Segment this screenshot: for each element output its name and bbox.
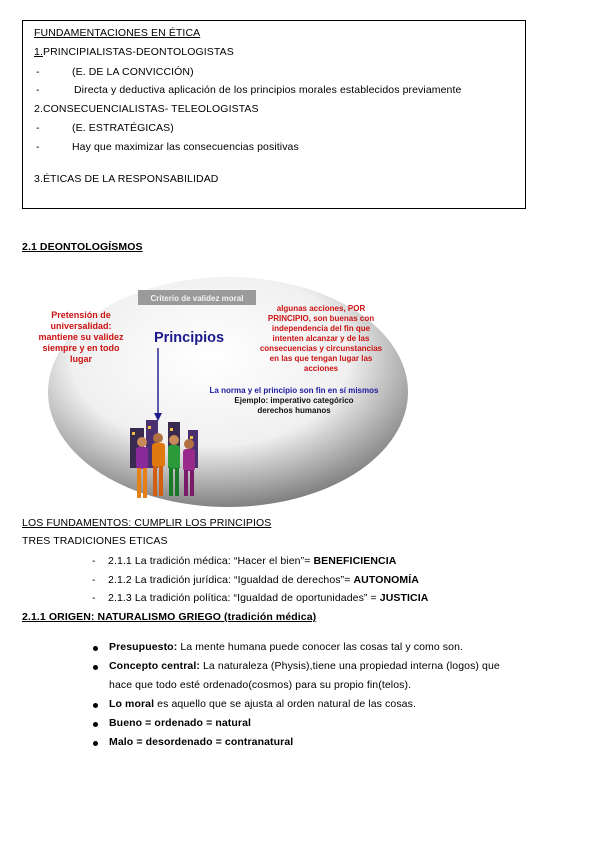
tradicion-text: 2.1.2 La tradición jurídica: “Igualdad de derechos”=: [108, 574, 354, 586]
right-line: independencia del fin que: [271, 324, 371, 333]
tradicion-text: 2.1.1 La tradición médica: “Hacer el bien”=: [108, 555, 314, 567]
origen-heading: 2.1.1 ORIGEN: NATURALISMO GRIEGO (tradición médica): [22, 611, 317, 623]
bullet-bold: Presupuesto:: [109, 641, 178, 653]
trad-dash: -: [92, 592, 96, 604]
box-item-4: Hay que maximizar las consecuencias positivas: [72, 141, 299, 153]
origen-bullet-4: Bueno = ordenado = natural: [109, 717, 252, 729]
origen-bullet-2: [109, 660, 500, 672]
dash-2: -: [36, 84, 40, 96]
bullet-dot: [93, 741, 98, 746]
origen-bullet-2-cont: hace que todo esté ordenado(cosmos) para su propio fin(telos).: [109, 679, 412, 691]
box-line-3: 3.ÉTICAS DE LA RESPONSABILIDAD: [34, 173, 219, 185]
tradicion-item-3: [108, 592, 428, 604]
tres-tradiciones: TRES TRADICIONES ETICAS: [22, 535, 168, 547]
right-line: consecuencias y circunstancias: [259, 344, 383, 353]
fundamentos-heading: LOS FUNDAMENTOS: CUMPLIR LOS PRINCIPIOS: [22, 517, 272, 529]
bullet-text: La naturaleza (Physis),tiene una propiedad interna (logos) que: [199, 660, 500, 672]
bullet-text: es aquello que se ajusta al orden natural de las cosas.: [154, 698, 416, 710]
left-line: siempre y en todo: [42, 343, 120, 353]
box-item-2: Directa y deductiva aplicación de los principios morales establecidos previamente: [74, 84, 462, 96]
ejemplo-line: Ejemplo: imperativo categórico: [234, 396, 354, 405]
right-line: intenten alcanzar y de las: [272, 334, 370, 343]
box-line-2: 2.CONSECUENCIALISTAS- TELEOLOGISTAS: [34, 103, 259, 115]
left-line: Pretensión de: [51, 310, 111, 320]
tradicion-bold: JUSTICIA: [379, 592, 429, 604]
deontology-diagram: [38, 270, 408, 510]
principios-label: Principios: [153, 330, 225, 346]
left-line: lugar: [69, 354, 93, 364]
right-line: PRINCIPIO, son buenas con: [267, 314, 375, 323]
bullet-dot: [93, 703, 98, 708]
box-line-1-text: PRINCIPIALISTAS-DEONTOLOGISTAS: [42, 46, 234, 58]
left-line: universalidad:: [50, 321, 112, 331]
norma-text: La norma y el principio son fin en sí mismos: [209, 386, 379, 395]
origen-bullet-1: [109, 641, 463, 653]
box-line-1-num: 1.: [34, 46, 43, 58]
trad-dash: -: [92, 555, 96, 567]
trad-dash: -: [92, 574, 96, 586]
criterio-label: Criterio de validez moral: [150, 294, 244, 303]
bullet-bold: Concepto central:: [109, 660, 200, 672]
bullet-bold: Lo moral: [109, 698, 155, 710]
dash-3: -: [36, 122, 40, 134]
bullet-dot: [93, 722, 98, 727]
bullet-dot: [93, 665, 98, 670]
tradicion-bold: AUTONOMÍA: [353, 574, 419, 586]
box-title: FUNDAMENTACIONES EN ÉTICA: [34, 27, 201, 39]
origen-bullet-3: [109, 698, 416, 710]
tradicion-item-1: [108, 555, 396, 567]
box-line-1: [34, 46, 234, 58]
bullet-text: La mente humana puede conocer las cosas tal y como son.: [177, 641, 464, 653]
box-item-1: (E. DE LA CONVICCIÓN): [72, 66, 194, 78]
right-line: acciones: [303, 364, 339, 373]
tradicion-text: 2.1.3 La tradición política: “Igualdad de oportunidades” =: [108, 592, 380, 604]
origen-bullet-5: Malo = desordenado = contranatural: [109, 736, 294, 748]
tradicion-item-2: [108, 574, 419, 586]
dash-4: -: [36, 141, 40, 153]
right-text-block: [260, 304, 383, 373]
dash-1: -: [36, 66, 40, 78]
tradicion-bold: BENEFICIENCIA: [313, 555, 397, 567]
left-line: mantiene su validez: [38, 332, 124, 342]
section-21-heading: 2.1 DEONTOLOGÍSMOS: [22, 241, 143, 253]
right-line: en las que tengan lugar las: [269, 354, 373, 363]
right-line: algunas acciones, POR: [276, 304, 366, 313]
ejemplo-line: derechos humanos: [257, 406, 331, 415]
box-item-3: (E. ESTRATÉGICAS): [72, 122, 174, 134]
bullet-dot: [93, 646, 98, 651]
